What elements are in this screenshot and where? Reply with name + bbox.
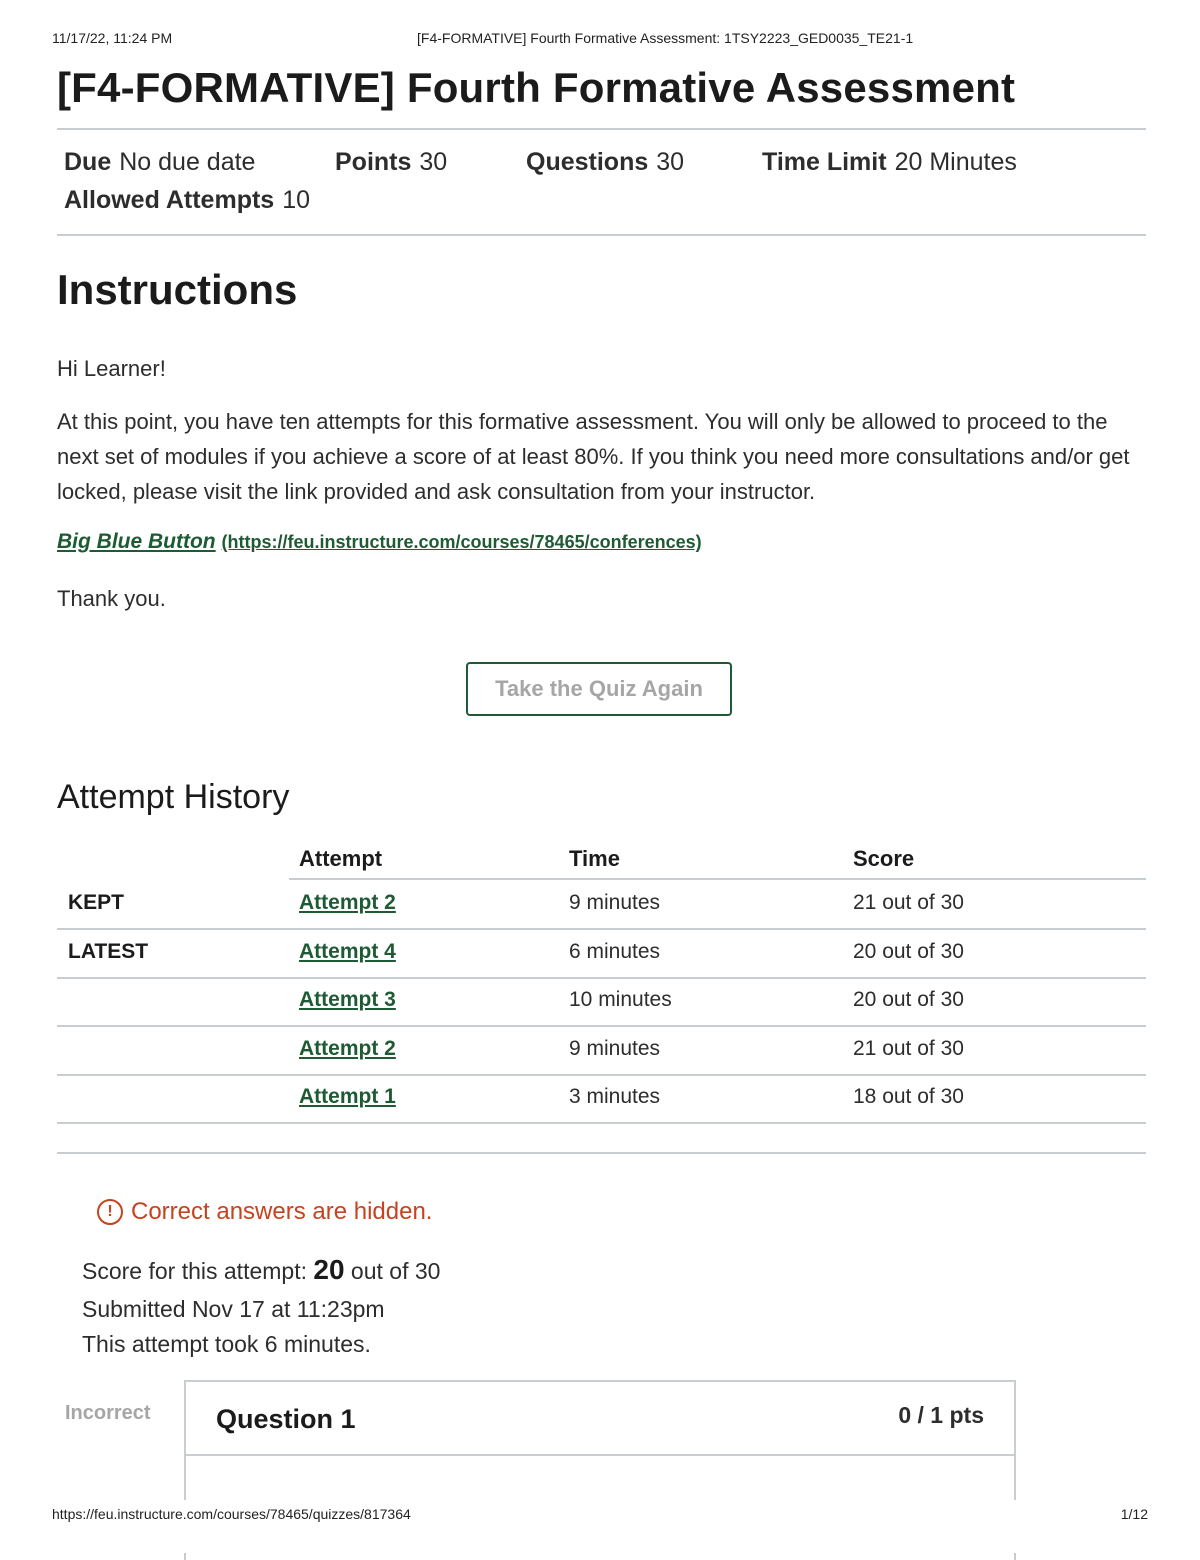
duration-line: This attempt took 6 minutes. [82, 1331, 371, 1357]
allowed-attempts-label: Allowed Attempts [64, 186, 275, 214]
attempt-link[interactable]: Attempt 3 [299, 988, 396, 1011]
conference-link[interactable] [57, 530, 702, 554]
correct-answers-hidden-notice [97, 1198, 432, 1226]
meta-questions [526, 148, 684, 177]
meta-due [64, 148, 255, 177]
column-header-attempt: Attempt [299, 846, 383, 871]
time-limit-label: Time Limit [762, 148, 887, 176]
print-doc-title: [F4-FORMATIVE] Fourth Formative Assessment: 1TSY2223_GED0035_TE21-1 [417, 30, 914, 46]
print-page-number: 1/12 [1120, 1506, 1148, 1522]
attempt-score: 21 out of 30 [853, 1037, 964, 1060]
points-value: 30 [419, 148, 448, 176]
instructions-greeting: Hi Learner! [57, 356, 166, 381]
conference-link-url[interactable]: (https://feu.instructure.com/courses/78465/conferences) [221, 532, 702, 552]
table-row [57, 929, 1146, 979]
meta-allowed-attempts [64, 186, 310, 215]
submitted-line: Submitted Nov 17 at 11:23pm [82, 1296, 385, 1322]
attempt-status: KEPT [68, 891, 125, 914]
column-header-time: Time [569, 846, 620, 871]
table-row [57, 1026, 1146, 1076]
attempt-link[interactable]: Attempt 2 [299, 891, 396, 914]
question-status: Incorrect [65, 1402, 151, 1424]
questions-label: Questions [526, 148, 649, 176]
conference-link-text[interactable]: Big Blue Button [57, 530, 216, 553]
attempt-link[interactable]: Attempt 2 [299, 1037, 396, 1060]
warning-text: Correct answers are hidden. [131, 1198, 433, 1225]
attempt-time: 9 minutes [569, 1037, 661, 1060]
attempt-score: 21 out of 30 [853, 891, 964, 914]
print-footer [52, 1506, 1148, 1526]
table-row [57, 1074, 1146, 1124]
column-header-score: Score [853, 846, 915, 871]
divider [57, 234, 1146, 236]
time-limit-value: 20 Minutes [894, 148, 1017, 176]
question-points: 0 / 1 pts [898, 1402, 984, 1428]
attempt-time: 9 minutes [569, 891, 661, 914]
exclamation-circle-icon: ! [97, 1199, 123, 1225]
attempt-score: 20 out of 30 [853, 940, 964, 963]
attempt-time: 10 minutes [569, 988, 672, 1011]
question-title: Question 1 [216, 1404, 356, 1434]
attempt-score: 18 out of 30 [853, 1085, 964, 1108]
instructions-body: At this point, you have ten attempts for this formative assessment. You will only be allowed to proceed to the next set of modules if you achieve a score of at least 80%. If you think you need more consultations and/or get locked, please visit the link provided and ask consultation from your instructor. [57, 409, 1130, 504]
attempt-score: 20 out of 30 [853, 988, 964, 1011]
score-value: 20 [313, 1254, 345, 1285]
print-header [52, 30, 1148, 50]
instructions-closing: Thank you. [57, 586, 166, 611]
take-quiz-again-button[interactable]: Take the Quiz Again [466, 662, 732, 716]
attempt-time: 6 minutes [569, 940, 661, 963]
table-row [57, 880, 1146, 930]
score-suffix: out of 30 [350, 1258, 441, 1284]
questions-value: 30 [656, 148, 685, 176]
attempt-link[interactable]: Attempt 1 [299, 1085, 396, 1108]
instructions-heading: Instructions [57, 266, 298, 313]
question-header [186, 1382, 1014, 1456]
print-url: https://feu.instructure.com/courses/78465/quizzes/817364 [52, 1506, 411, 1522]
attempt-status: LATEST [68, 940, 149, 963]
divider [57, 1152, 1146, 1154]
meta-time-limit [762, 148, 1017, 177]
attempt-link[interactable]: Attempt 4 [299, 940, 396, 963]
attempt-time: 3 minutes [569, 1085, 661, 1108]
due-label: Due [64, 148, 112, 176]
due-value: No due date [119, 148, 256, 176]
page-title: [F4-FORMATIVE] Fourth Formative Assessment [57, 64, 1016, 111]
score-prefix: Score for this attempt: [82, 1258, 307, 1284]
attempt-score-line [82, 1254, 440, 1286]
meta-points [335, 148, 447, 177]
divider [57, 128, 1146, 130]
print-datetime: 11/17/22, 11:24 PM [52, 30, 173, 46]
points-label: Points [335, 148, 412, 176]
attempt-history-heading: Attempt History [57, 778, 290, 816]
allowed-attempts-value: 10 [282, 186, 311, 214]
table-row [57, 977, 1146, 1027]
